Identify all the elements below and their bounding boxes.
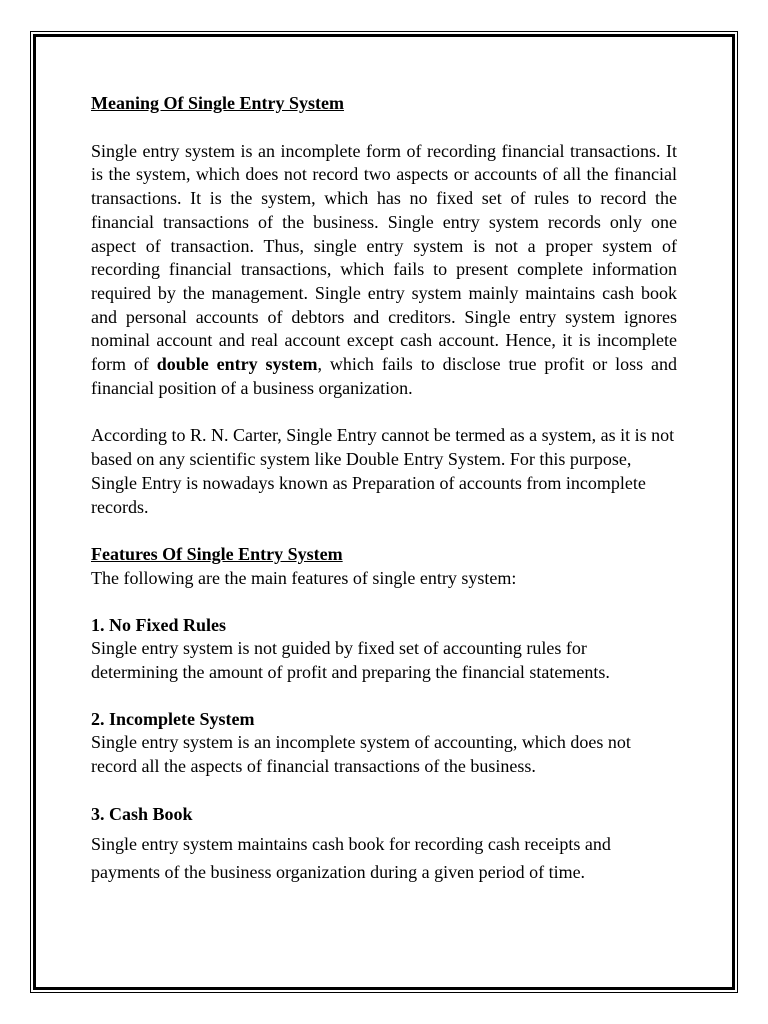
paragraph-definition-text-end: , which fails to disclose true profit or loss and financial position of a business organization. [91,354,677,398]
section-heading-meaning: Meaning Of Single Entry System [91,93,345,113]
paragraph-carter: According to R. N. Carter, Single Entry cannot be termed as a system, as it is not based on any scientific system like Double Entry System. For this purpose, Single Entry is nowadays known as Preparation of accounts from incomplete records. [91,425,675,517]
section-heading-features: Features Of Single Entry System [91,544,343,565]
paragraph-definition-text: Single entry system is an incomplete form of recording financial transactions. It is the system, which does not record two aspects or accounts of all the financial transactions. It is the system, which has no fixed set of rules to record the financial transactions of the business. Single entry system records only one aspect of transaction. Thus, single entry system is not a proper system of recording financial transactions, which fails to present complete information required by the management. Single entry system mainly maintains cash book and personal accounts of debtors and creditors. Single entry system ignores nominal account and real account except cash account. Hence, it is incomplete form of [91,140,677,375]
feature-title-cash-book: 3. Cash Book [91,803,193,824]
feature-title-incomplete-system: 2. Incomplete System [91,708,255,729]
feature-text-incomplete-system: Single entry system is an incomplete system of accounting, which does not record all the aspects of financial transactions of the business. [91,732,631,777]
features-intro: The following are the main features of single entry system: [91,567,517,588]
feature-title-no-fixed-rules: 1. No Fixed Rules [91,614,226,635]
paragraph-definition [91,140,677,401]
double-entry-system-term: double entry system [156,354,318,375]
document-body [91,92,677,886]
feature-text-cash-book: Single entry system maintains cash book for recording cash receipts and payments of the business organization during a given period of time. [91,833,611,882]
feature-text-no-fixed-rules: Single entry system is not guided by fixed set of accounting rules for determining the amount of profit and preparing the financial statements. [91,638,610,683]
